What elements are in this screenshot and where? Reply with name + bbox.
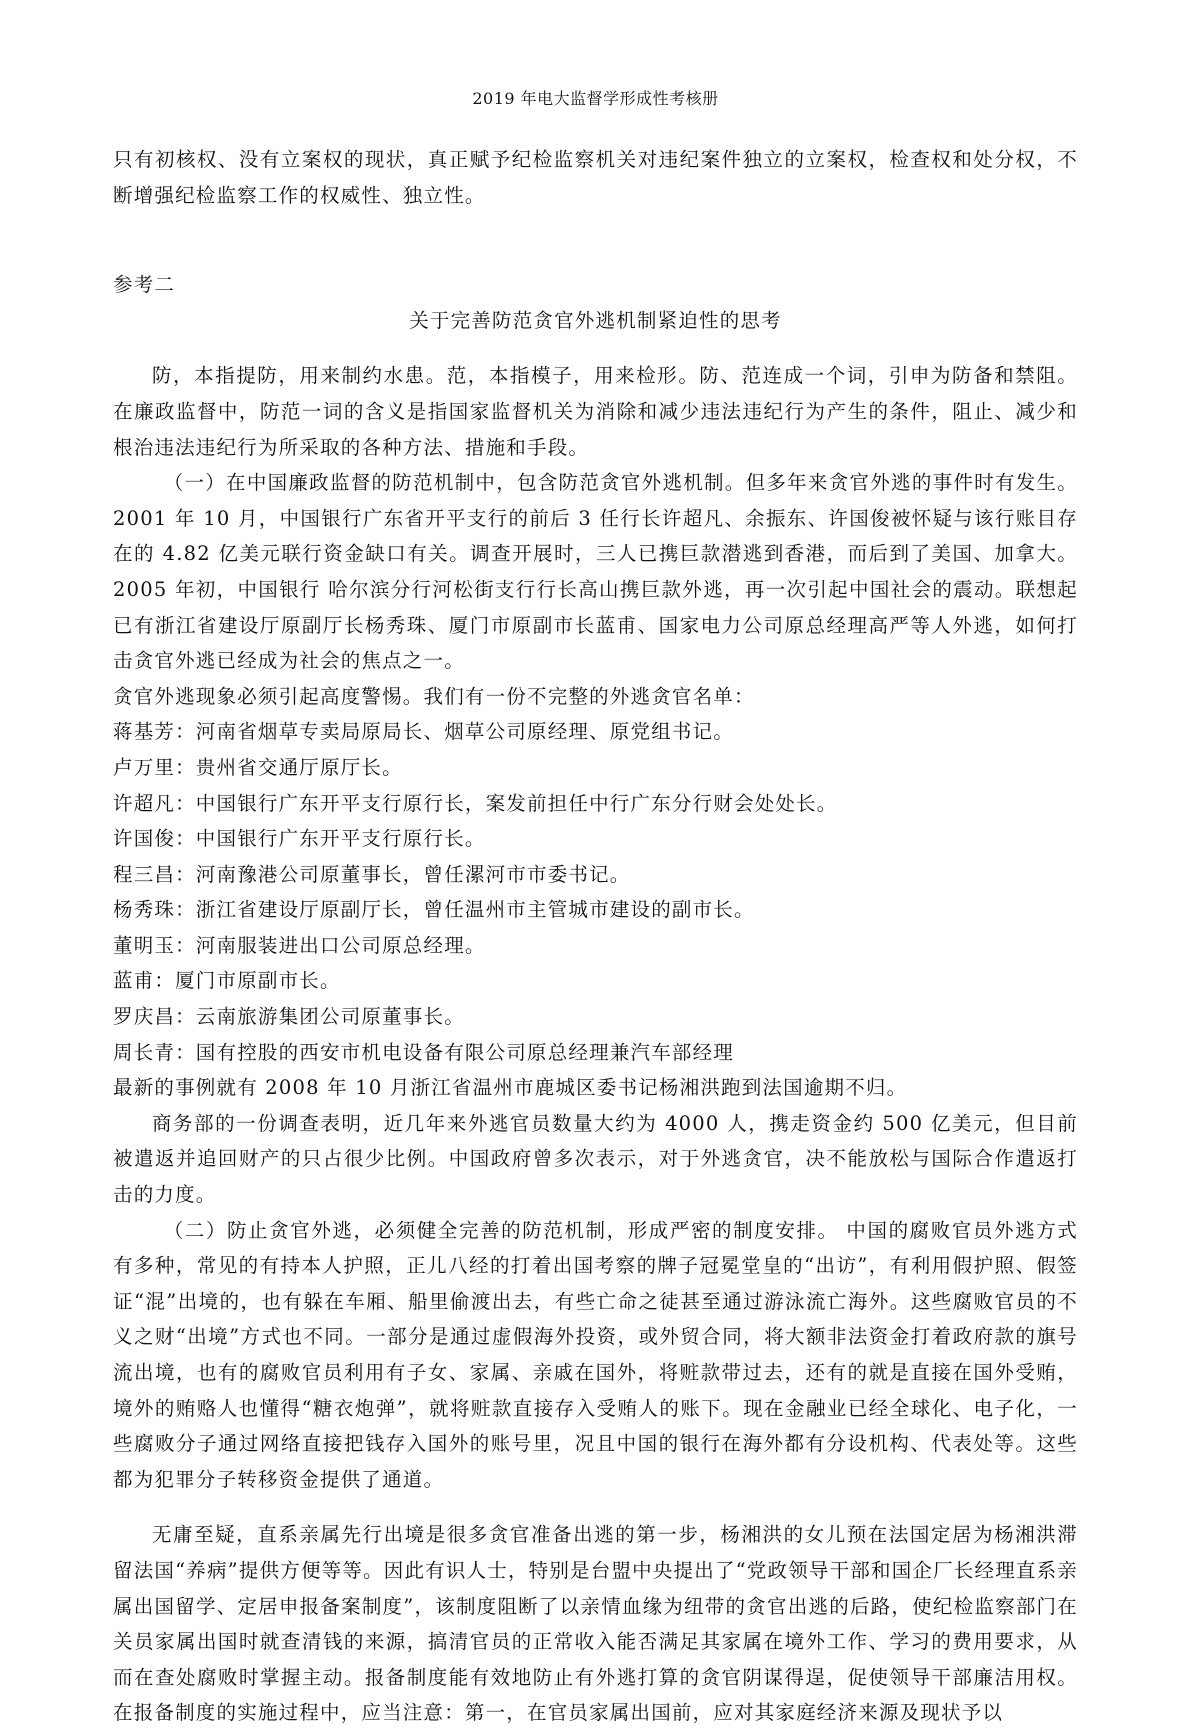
paragraph-family-reporting: 无庸至疑，直系亲属先行出境是很多贪官准备出逃的第一步，杨湘洪的女儿预在法国定居为杨湘洪滞留法国“养病”提供方便等等。因此有识人士，特别是台盟中央提出了“党政领导干部和国企厂长经理直系亲属出国留学、定居申报备案制度”，该制度阻断了以亲情血缘为纽带的贪官出逃的后路，使纪检监察部门在关员家属出国时就查清钱的来源，搞清官员的正常收入能否满足其家属在境外工作、学习的费用要求，从而在查处腐败时掌握主动。报备制度能有效地防止有外逃打算的贪官阴谋得逞，促使领导干部廉洁用权。在报备制度的实施过程中，应当注意：第一，在官员家属出国前，应对其家庭经济来源及现状予以 bbox=[113, 1523, 1079, 1725]
section-label: 参考二 bbox=[113, 273, 176, 297]
article-title: 关于完善防范贪官外逃机制紧迫性的思考 bbox=[409, 308, 782, 332]
paragraph-statistics: 商务部的一份调查表明，近几年来外逃官员数量大约为 4000 人，携走资金约 500 亿美元，但目前被遣返并追回财产的只占很少比例。中国政府曾多次表示，对于外逃贪官，决不能放松与国际合作遣返打击的力度。 bbox=[113, 1111, 1078, 1207]
list-item: 蒋基芳：河南省烟草专卖局原局长、烟草公司原经理、原党组书记。 bbox=[113, 720, 735, 744]
intro-paragraph: 只有初核权、没有立案权的现状，真正赋予纪检监察机关对违纪案件独立的立案权，检查权和处分权，不断增强纪检监察工作的权威性、独立性。 bbox=[113, 148, 1078, 207]
list-item: 许国俊：中国银行广东开平支行原行长。 bbox=[113, 827, 486, 851]
paragraph-definition: 防，本指提防，用来制约水患。范，本指模子，用来检形。防、范连成一个词，引申为防备和禁阻。在廉政监督中，防范一词的含义是指国家监督机关为消除和减少违法违纪行为产生的条件，阻止、减少和根治违法违纪行为所采取的各种方法、措施和手段。 bbox=[113, 364, 1078, 459]
list-item: 董明玉：河南服装进出口公司原总经理。 bbox=[113, 933, 486, 957]
list-item: 卢万里：贵州省交通厅原厅长。 bbox=[113, 755, 403, 779]
paragraph-section-one: （一）在中国廉政监督的防范机制中，包含防范贪官外逃机制。但多年来贪官外逃的事件时有发生。2001 年 10 月，中国银行广东省开平支行的前后 3 任行长许超凡、余振东、许国俊被怀疑与该行账目存在的 4.82 亿美元联行资金缺口有关。调查开展时，三人已携巨款潜逃到香港，而后到了美国、加拿大。2005 年初，中国银行 哈尔滨分行河松街支行行长高山携巨款外逃，再一次引起中国社会的震动。联想起已有浙江省建设厅原副厅长杨秀珠、厦门市原副市长蓝甫、国家电力公司原总经理高严等人外逃，如何打击贪官外逃已经成为社会的焦点之一。 bbox=[113, 471, 1078, 673]
spacer bbox=[113, 1497, 1078, 1517]
list-item: 许超凡：中国银行广东开平支行原行长，案发前担任中行广东分行财会处处长。 bbox=[113, 791, 838, 815]
list-item: 罗庆昌：云南旅游集团公司原董事长。 bbox=[113, 1005, 465, 1029]
paragraph-latest-case: 最新的事例就有 2008 年 10 月浙江省温州市鹿城区委书记杨湘洪跑到法国逾期不归。 bbox=[113, 1076, 908, 1100]
spacer bbox=[113, 338, 1078, 358]
list-item: 周长青：国有控股的西安市机电设备有限公司原总经理兼汽车部经理 bbox=[113, 1040, 735, 1064]
page-header: 2019 年电大监督学形成性考核册 bbox=[472, 89, 719, 108]
paragraph-section-two: （二）防止贪官外逃，必须健全完善的防范机制，形成严密的制度安排。 中国的腐败官员外逃方式有多种，常见的有持本人护照，正儿八经的打着出国考察的牌子冠冕堂皇的“出访”，有利用假护照、假签证“混”出境的，也有躲在车厢、船里偷渡出去，有些亡命之徒甚至通过游泳流亡海外。这些腐败官员的不义之财“出境”方式也不同。一部分是通过虚假海外投资，或外贸合同，将大额非法资金打着政府款的旗号流出境，也有的腐败官员利用有子女、家属、亲戚在国外，将赃款带过去，还有的就是直接在国外受贿，境外的贿赂人也懂得“糖衣炮弹”，就将赃款直接存入受贿人的账下。现在金融业已经全球化、电子化，一些腐败分子通过网络直接把钱存入国外的账号里，况且中国的银行在海外都有分设机构、代表处等。这些都为犯罪分子转移资金提供了通道。 bbox=[113, 1218, 1078, 1491]
list-item: 杨秀珠：浙江省建设厅原副厅长，曾任温州市主管城市建设的副市长。 bbox=[113, 898, 755, 922]
paragraph-list-intro: 贪官外逃现象必须引起高度警惕。我们有一份不完整的外逃贪官名单： bbox=[113, 684, 755, 708]
list-item: 程三昌：河南豫港公司原董事长，曾任漯河市市委书记。 bbox=[113, 862, 631, 886]
spacer bbox=[113, 213, 1078, 267]
list-item: 蓝甫：厦门市原副市长。 bbox=[113, 969, 341, 993]
document-body bbox=[113, 142, 1078, 1731]
